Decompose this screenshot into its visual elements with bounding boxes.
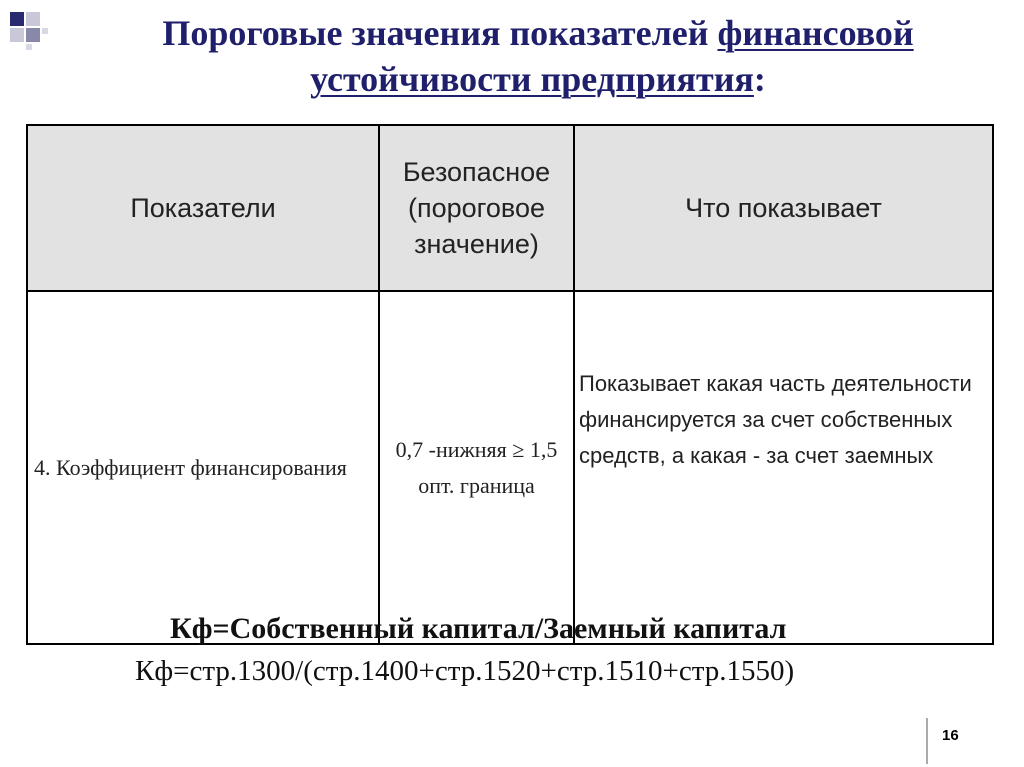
table-row bbox=[27, 291, 993, 644]
formula-lines: Кф=стр.1300/(стр.1400+стр.1520+стр.1510+стр.1550) bbox=[135, 655, 795, 687]
header-indicators: Показатели bbox=[27, 125, 379, 291]
page-number-divider bbox=[926, 718, 928, 764]
cell-meaning: Показывает какая часть деятельности финансируется за счет собственных средств, а какая - за счет заемных bbox=[574, 291, 993, 644]
header-meaning: Что показывает bbox=[574, 125, 993, 291]
cell-indicator: 4. Коэффициент финансирования bbox=[27, 291, 379, 644]
page-number: 16 bbox=[942, 727, 959, 744]
formula-definition: Кф=Собственный капитал/Заемный капитал bbox=[170, 612, 787, 645]
slide-title: Пороговые значения показателей финансовой устойчивости предприятия: bbox=[162, 13, 914, 99]
table-header-row bbox=[27, 125, 993, 291]
cell-threshold: 0,7 -нижняя ≥ 1,5 опт. граница bbox=[379, 291, 574, 644]
indicator-table bbox=[26, 124, 994, 645]
slide-logo-squares-icon bbox=[0, 0, 60, 60]
header-threshold: Безопасное (пороговое значение) bbox=[379, 125, 574, 291]
